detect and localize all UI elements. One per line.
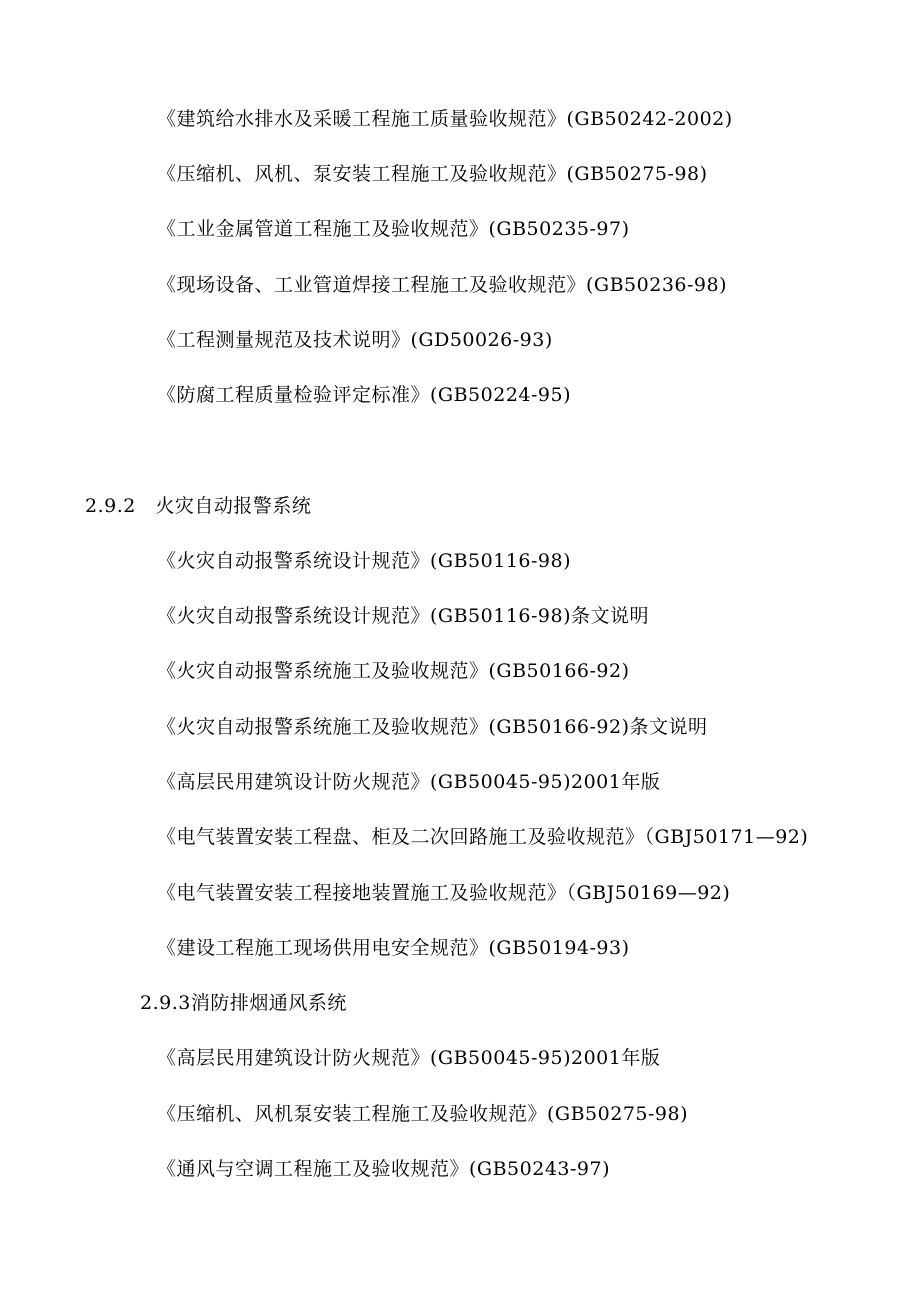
standard-item: 《高层民用建筑设计防火规范》(GB50045-95)2001年版 — [157, 771, 661, 793]
standard-item: 《压缩机、风机、泵安装工程施工及验收规范》(GB50275-98) — [157, 163, 708, 185]
standard-item: 《电气装置安装工程盘、柜及二次回路施工及验收规范》（GBJ50171—92) — [157, 826, 809, 848]
section-heading: 2.9.2 火灾自动报警系统 — [85, 495, 312, 517]
standard-item: 《火灾自动报警系统施工及验收规范》(GB50166-92) — [157, 660, 630, 682]
standard-item: 《火灾自动报警系统施工及验收规范》(GB50166-92)条文说明 — [157, 716, 708, 738]
standard-item: 《通风与空调工程施工及验收规范》(GB50243-97) — [157, 1158, 611, 1180]
standard-item: 《高层民用建筑设计防火规范》(GB50045-95)2001年版 — [157, 1047, 661, 1069]
standard-item: 《电气装置安装工程接地装置施工及验收规范》（GBJ50169—92) — [157, 882, 731, 904]
standard-item: 《压缩机、风机泵安装工程施工及验收规范》(GB50275-98) — [157, 1103, 689, 1125]
standard-item: 《工业金属管道工程施工及验收规范》(GB50235-97) — [157, 218, 630, 240]
standard-item: 《火灾自动报警系统设计规范》(GB50116-98)条文说明 — [157, 605, 650, 627]
section-heading: 2.9.3消防排烟通风系统 — [140, 992, 347, 1014]
standard-item: 《现场设备、工业管道焊接工程施工及验收规范》(GB50236-98) — [157, 274, 728, 296]
standard-item: 《建设工程施工现场供用电安全规范》(GB50194-93) — [157, 937, 630, 959]
standard-item: 《防腐工程质量检验评定标准》(GB50224-95) — [157, 384, 572, 406]
standard-item: 《火灾自动报警系统设计规范》(GB50116-98) — [157, 550, 572, 572]
standard-item: 《建筑给水排水及采暖工程施工质量验收规范》(GB50242-2002) — [157, 108, 733, 130]
standard-item: 《工程测量规范及技术说明》(GD50026-93) — [157, 329, 553, 351]
